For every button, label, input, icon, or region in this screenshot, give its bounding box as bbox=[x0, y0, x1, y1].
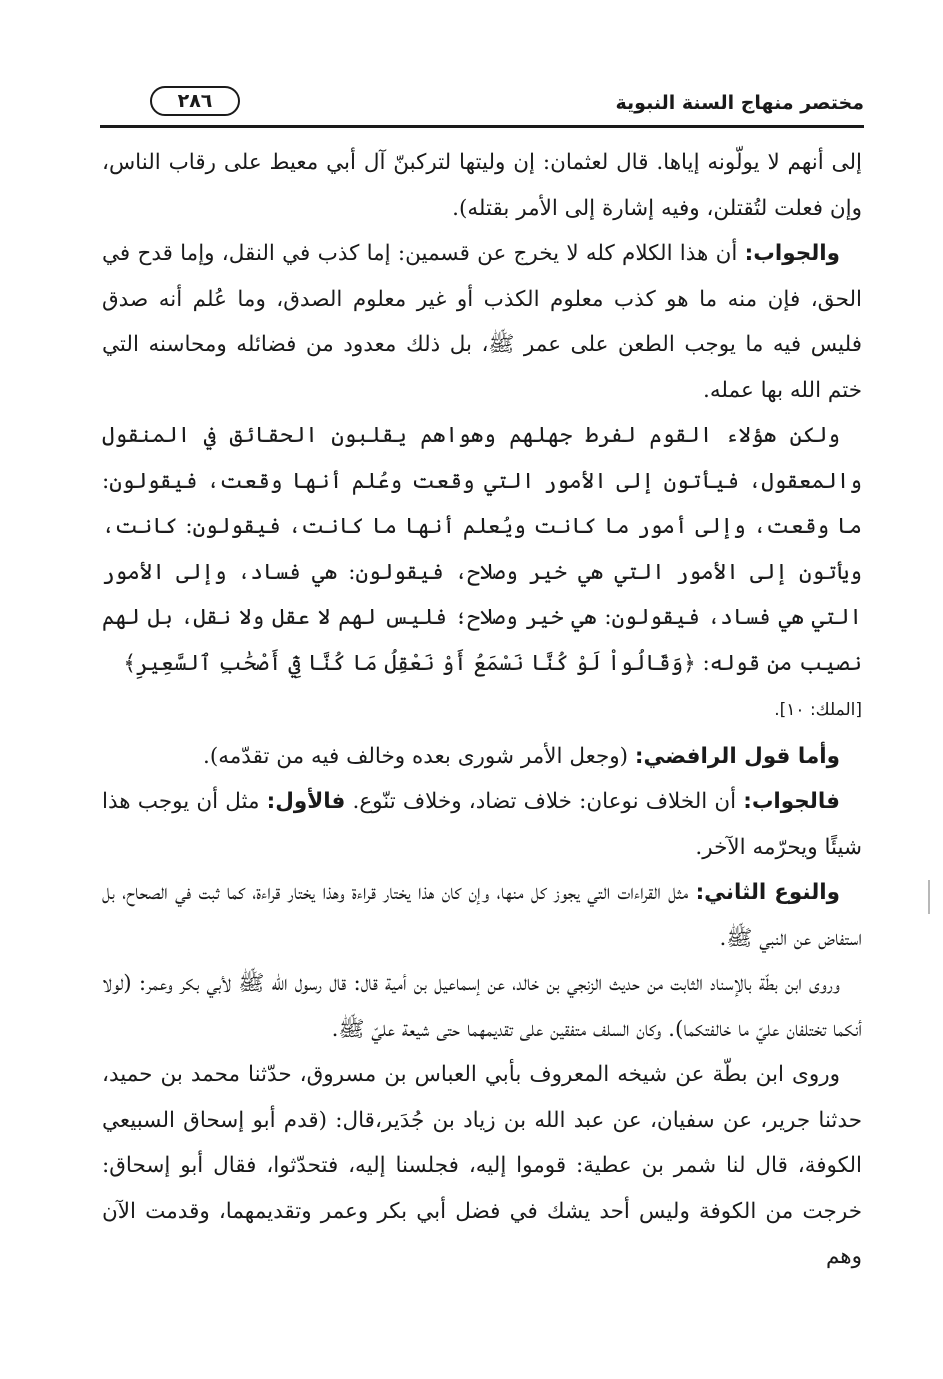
header-rule bbox=[100, 125, 864, 128]
paragraph-7 bbox=[102, 961, 862, 1052]
paragraph-4-text: (وجعل الأمر شورى بعده وخالف فيه من تقدّمه). bbox=[203, 743, 635, 769]
quran-reference: [الملك: ١٠]. bbox=[774, 700, 862, 720]
page-body bbox=[102, 140, 862, 1280]
paragraph-2-text: أن هذا الكلام كله لا يخرج عن قسمين: إما كذب في النقل، وإما قدح في الحق، فإن منه ما هو كذب معلوم الكذب أو غير معلوم الصدق، وما عُلم أنه صدق فليس فيه ما يوجب الطعن على عمر ﷺ، بل ذلك معدود من فضائله ومحاسنه التي ختم الله بها عمله. bbox=[102, 241, 862, 403]
paragraph-6-lead: والنوع الثاني: bbox=[695, 880, 840, 905]
page-number: ٢٨٦ bbox=[177, 90, 213, 112]
page-header bbox=[100, 80, 864, 128]
paragraph-5-text-b: مثل أن يوجب هذا شيئًا ويحرّمه الآخر. bbox=[102, 789, 862, 860]
paragraph-5-lead: فالجواب: bbox=[743, 789, 840, 814]
paragraph-2-lead: والجواب: bbox=[744, 241, 840, 266]
paragraph-2 bbox=[102, 231, 862, 413]
page-number-frame bbox=[150, 86, 240, 116]
paragraph-5 bbox=[102, 779, 862, 870]
margin-mark bbox=[928, 880, 930, 914]
paragraph-8 bbox=[102, 1052, 862, 1280]
paragraph-6 bbox=[102, 870, 862, 961]
paragraph-7-text: وروى ابن بطّة بالإسناد الثابت من حديث الزنجي بن خالد، عن إسماعيل بن أمية قال: قال رسول الله ﷺ لأبي بكر وعمر: (لولا أنكما تختلفان عليّ ما خالفتكما). وكان السلف متفقين على تقديمهما حتى شيعة عليّ ﷺ. bbox=[102, 971, 862, 1042]
running-title: مختصر منهاج السنة النبوية bbox=[615, 92, 864, 114]
paragraph-4-lead: وأما قول الرافضي: bbox=[634, 743, 840, 769]
paragraph-1-text: إلى أنهم لا يولّونه إياها. قال لعثمان: إن وليتها لتركبنّ آل أبي معيط على رقاب الناس، وإن فعلت لتُقتلن، وفيه إشارة إلى الأمر بقتله). bbox=[102, 150, 862, 221]
paragraph-4 bbox=[102, 734, 862, 780]
paragraph-6-text: مثل القراءات التي يجوز كل منها، وإن كان هذا يختار قراءة وهذا يختار قراءة، كما ثبت في الصحاح، بل استفاض عن النبي ﷺ. bbox=[102, 880, 862, 951]
paragraph-3 bbox=[102, 413, 862, 734]
paragraph-8-text: وروى ابن بطّة عن شيخه المعروف بأبي العباس بن مسروق، حدّثنا محمد بن حميد، حدثنا جرير، عن سفيان، عن عبد الله بن زياد بن جُدَير،قال: (قدم أبو إسحاق السبيعي الكوفة، قال لنا شمر بن عطية: قوموا إليه، فجلسنا إليه، فتحدّثوا، فقال أبو إسحاق: خرجت من الكوفة وليس أحد يشك في فضل أبي بكر وعمر وتقديمهما، وقدمت الآن وهم bbox=[102, 1062, 862, 1269]
paragraph-1 bbox=[102, 140, 862, 231]
paragraph-5-text-a: أن الخلاف نوعان: خلاف تضاد، وخلاف تنّوع. bbox=[345, 789, 744, 814]
paragraph-5-lead-b: فالأول: bbox=[266, 789, 346, 814]
paragraph-3-text: ولكن هؤلاء القوم لفرط جهلهم وهواهم يقلبون الحقائق في المنقول والمعقول، فيأتون إلى الأمور التي وقعت وعُلم أنها وقعت، فيقولون: ما وقعت، وإلى أمور ما كانت ويُعلم أنها ما كانت، فيقولون: كانت، ويأتون إلى الأمور التي هي خير وصلاح، فيقولون: هي فساد، وإلى الأمور التي هي فساد، فيقولون: هي خير وصلاح؛ فليس لهم لا عقل ولا نقل، بل لهم نصيب من قوله: ﴿وَقَالُواْ لَوْ كُنَّا نَسْمَعُ أَوْ نَعْقِلُ مَا كُنَّا فِيٓ أَصْحَٰبِ ٱلسَّعِيرِ﴾ bbox=[102, 423, 862, 676]
